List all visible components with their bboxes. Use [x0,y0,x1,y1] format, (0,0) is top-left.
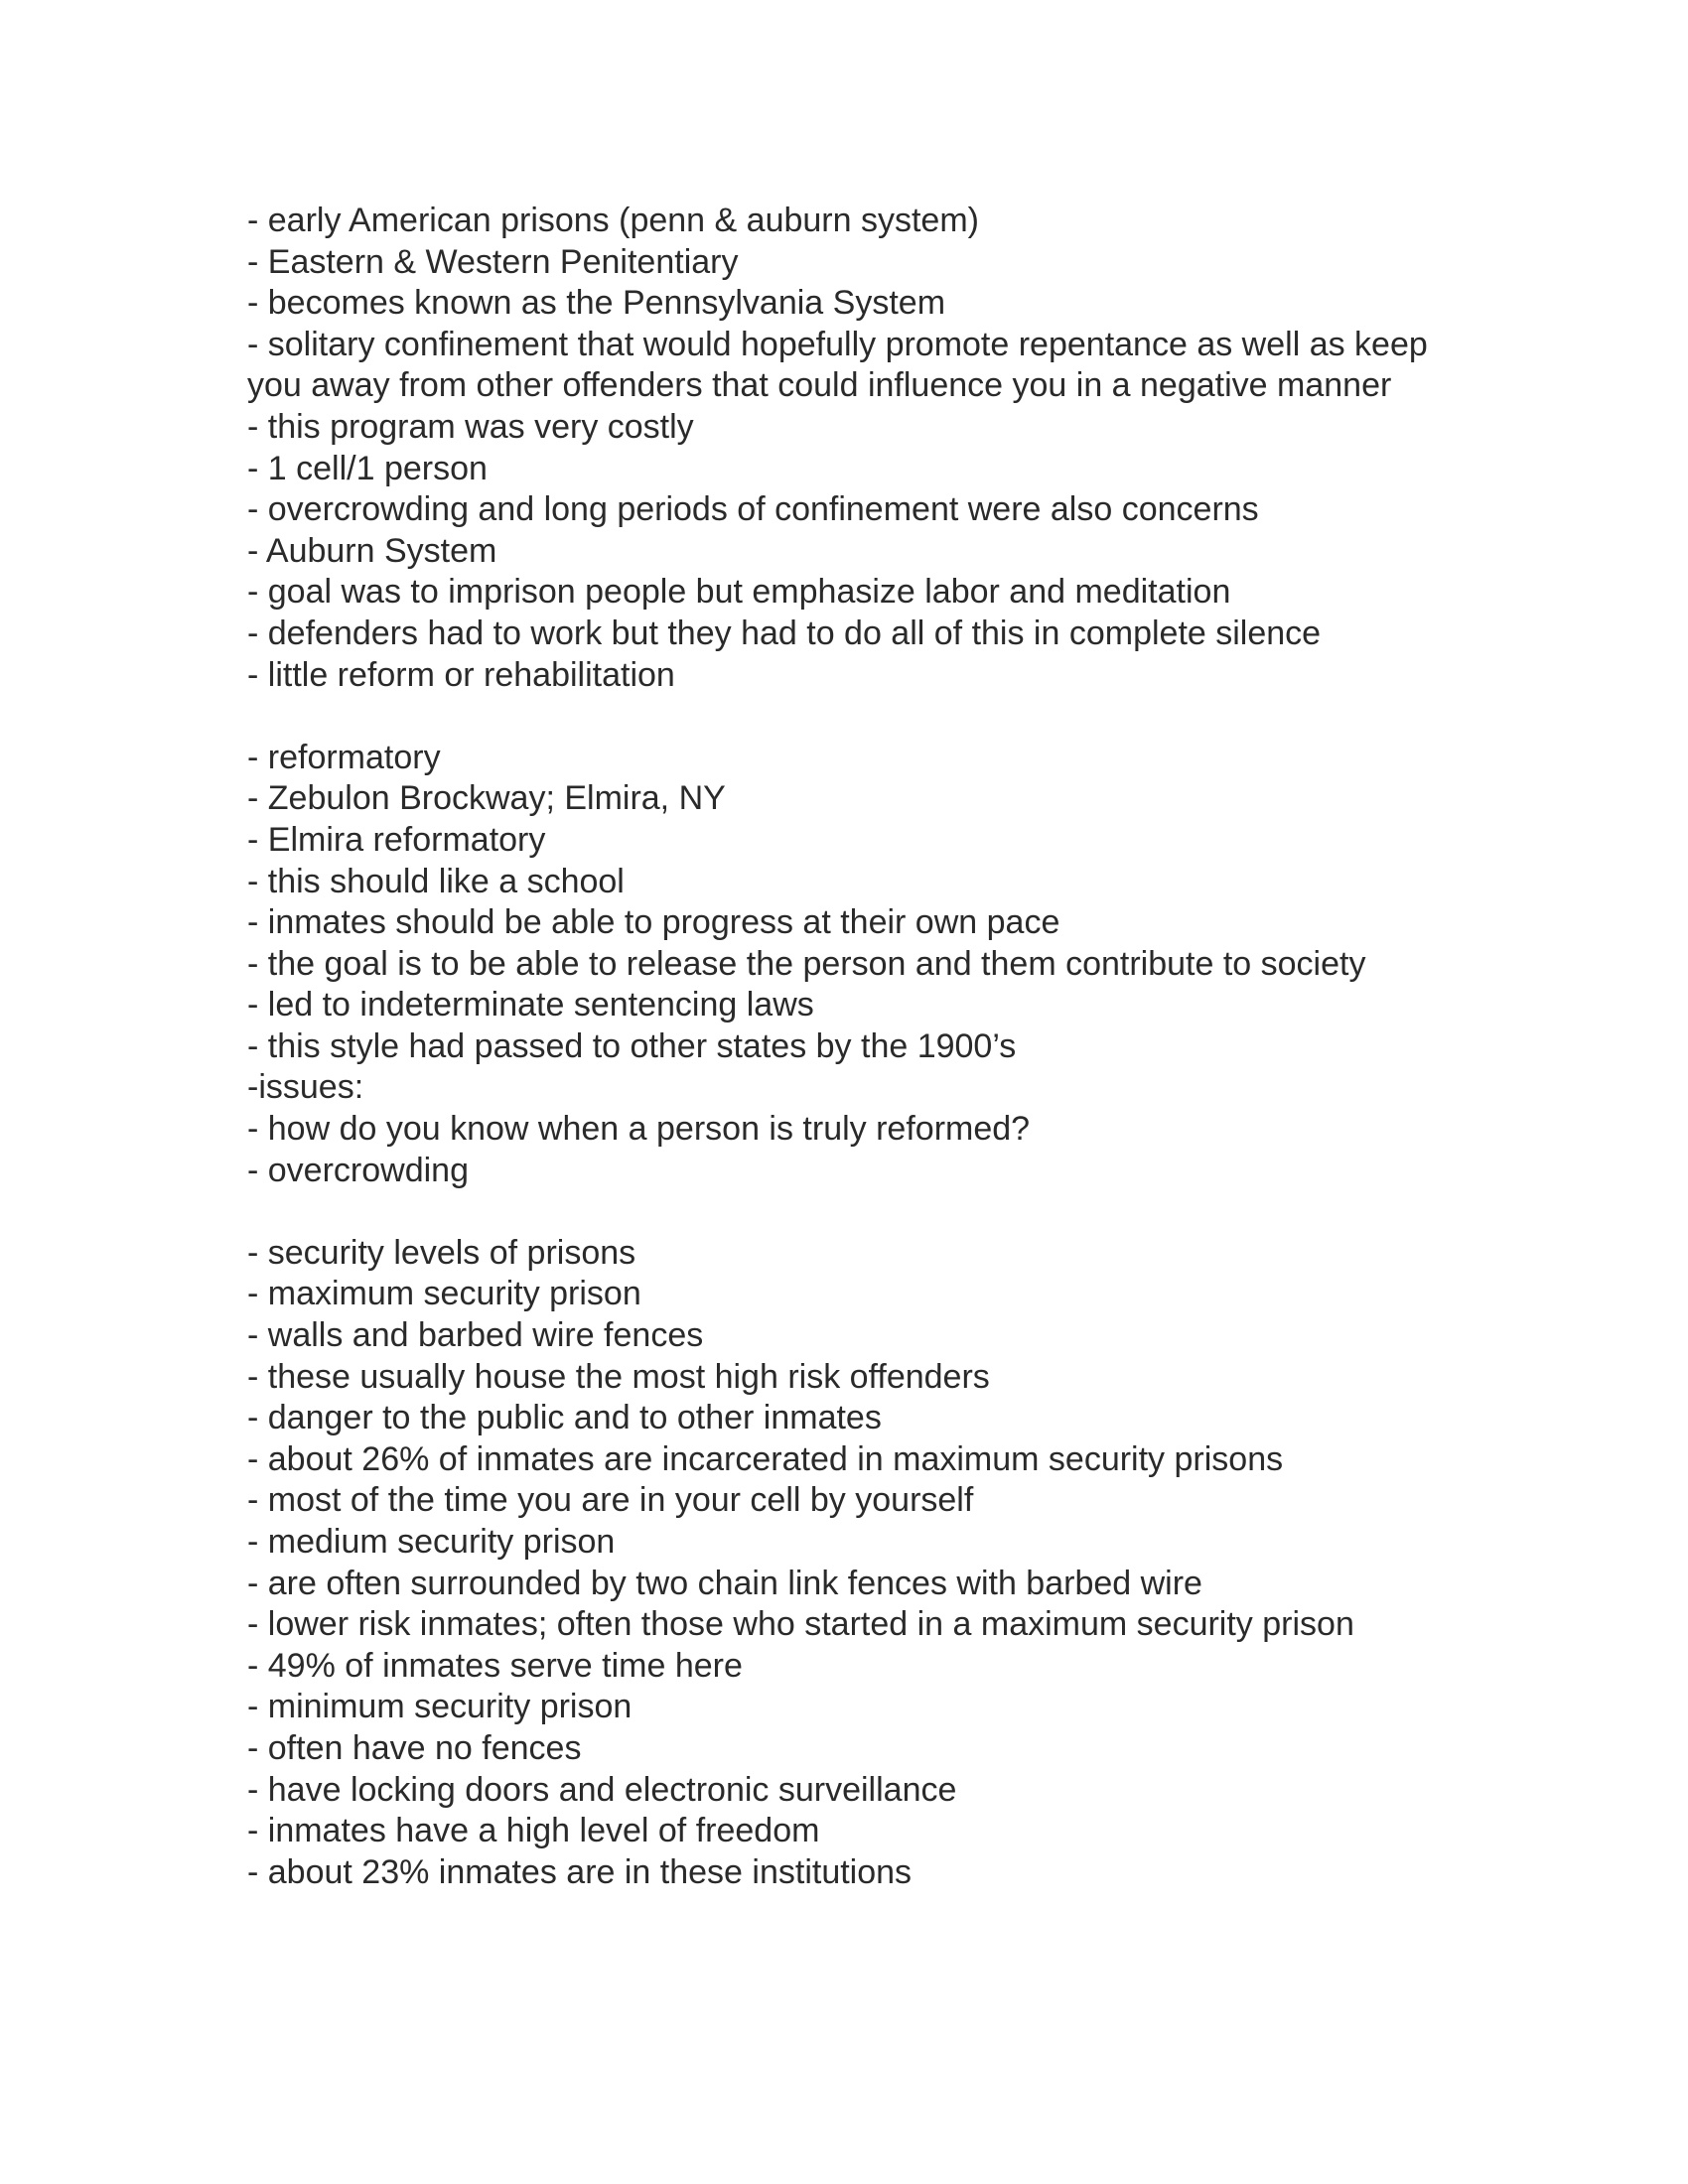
note-line: - little reform or rehabilitation [247,655,675,694]
section-spacer [247,1191,1469,1233]
note-line: - most of the time you are in your cell by yourself [247,1481,974,1520]
note-line: - how do you know when a person is truly reformed? [247,1110,1031,1149]
note-line: - about 23% inmates are in these institutions [247,1852,913,1891]
note-line: - walls and barbed wire fences [247,1316,704,1355]
note-line: - minimum security prison [247,1688,633,1726]
note-line: - the goal is to be able to release the person and them contribute to society [247,944,1366,983]
section-early-prisons [247,201,1469,696]
note-line: - goal was to imprison people but emphasize labor and meditation [247,573,1231,612]
note-line: - danger to the public and to other inmates [247,1399,882,1437]
note-line: - this program was very costly [247,407,694,446]
note-line: - maximum security prison [247,1275,641,1313]
note-line: - inmates have a high level of freedom [247,1812,820,1850]
note-line: - often have no fences [247,1728,582,1767]
note-line: - about 26% of inmates are incarcerated in maximum security prisons [247,1439,1284,1478]
note-line: - have locking doors and electronic surveillance [247,1770,957,1809]
note-line: - becomes known as the Pennsylvania System [247,284,946,323]
section-reformatory [247,738,1469,1192]
note-line: - 1 cell/1 person [247,449,488,487]
note-line: - defenders had to work but they had to do all of this in complete silence [247,614,1322,652]
note-line: - Zebulon Brockway; Elmira, NY [247,779,726,818]
notes-body [247,201,1469,1893]
note-line: - this should like a school [247,862,625,900]
note-line: - Elmira reformatory [247,820,546,859]
section-security-levels [247,1233,1469,1894]
note-line: - overcrowding [247,1151,469,1189]
note-line: - are often surrounded by two chain link fences with barbed wire [247,1564,1202,1602]
note-line: - reformatory [247,738,441,776]
note-line: - medium security prison [247,1523,616,1561]
note-line: - early American prisons (penn & auburn system) [247,202,979,239]
note-line: - solitary confinement that would hopefully promote repentance as well as keep you away from other offenders that could influence you in a negative manner [247,325,1428,405]
note-line: - 49% of inmates serve time here [247,1646,743,1685]
note-line: - these usually house the most high risk offenders [247,1357,990,1396]
note-line: - Eastern & Western Penitentiary [247,242,739,281]
note-line: - lower risk inmates; often those who started in a maximum security prison [247,1605,1354,1644]
note-line: - overcrowding and long periods of confinement were also concerns [247,490,1259,529]
note-line: - Auburn System [247,531,497,570]
section-spacer [247,696,1469,738]
note-line: - security levels of prisons [247,1233,636,1272]
note-line: -issues: [247,1068,364,1107]
note-line: - led to indeterminate sentencing laws [247,986,814,1024]
note-line: - this style had passed to other states by the 1900’s [247,1026,1017,1065]
note-line: - inmates should be able to progress at their own pace [247,903,1060,942]
